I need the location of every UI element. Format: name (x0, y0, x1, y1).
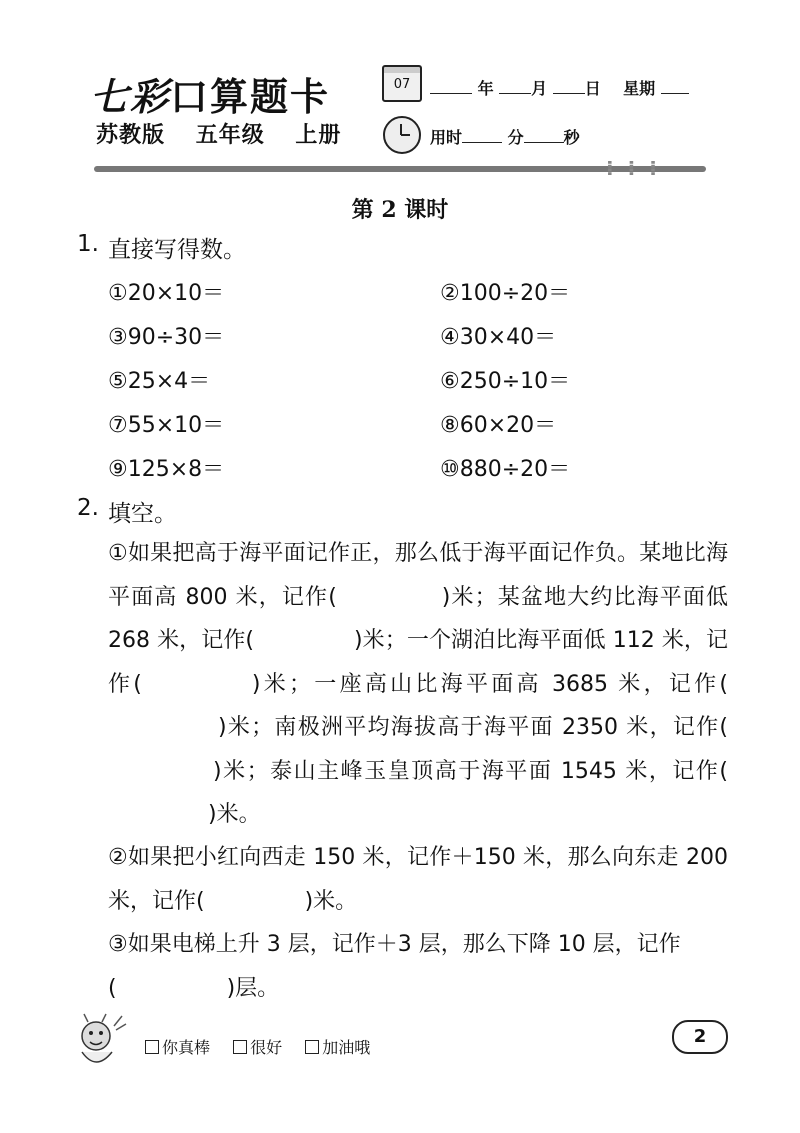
q2-number: 2. (77, 495, 99, 521)
publisher: 苏教版 (96, 123, 166, 148)
date-fields: 年 月 日 星期 (430, 76, 689, 99)
q2-title: 填空。 (108, 501, 177, 527)
q2-part2: ②如果把小红向西走 150 米，记作＋150 米，那么向东走 200 米，记作( )米。 (108, 845, 728, 914)
calc-item-3: ③90÷30＝ (108, 325, 225, 350)
clock-icon (383, 116, 421, 154)
page-number: 2 (672, 1020, 728, 1054)
checkbox-icon[interactable] (233, 1040, 247, 1054)
eval-option-good[interactable]: 很好 (233, 1038, 282, 1057)
q2-part1: ①如果把高于海平面记作正，那么低于海平面记作负。某地比海平面高 800 米，记作( )米；某盆地大约比海平面低 268 米，记作( )米；一个湖泊比海平面低 112 米，记作( )米；一座高山比海平面高 3685 米，记作()米；南极洲平均海拔高于海平面 2350 米，记作()米；泰山主峰玉皇顶高于海平面 1545 米，记作()米。 (108, 541, 728, 827)
edition-info (96, 118, 363, 149)
calc-item-10: ⑩880÷20＝ (440, 457, 571, 482)
volume: 上册 (295, 123, 342, 148)
eval-option-great[interactable]: 你真棒 (145, 1038, 210, 1057)
divider-ornament: ⁞⁞⁞ (606, 156, 671, 180)
calc-item-7: ⑦55×10＝ (108, 413, 225, 438)
mascot-icon (68, 1012, 132, 1072)
calc-item-9: ⑨125×8＝ (108, 457, 225, 482)
checkbox-icon[interactable] (305, 1040, 319, 1054)
grade: 五年级 (195, 123, 265, 148)
calc-item-4: ④30×40＝ (440, 325, 557, 350)
time-fields: 用时 分 秒 (430, 128, 580, 147)
calc-item-6: ⑥250÷10＝ (440, 369, 571, 394)
calc-item-8: ⑧60×20＝ (440, 413, 557, 438)
lesson-title: 第 2 课时 (351, 197, 449, 223)
eval-option-keep-going[interactable]: 加油哦 (305, 1038, 370, 1057)
self-evaluation (145, 1035, 388, 1058)
calc-item-5: ⑤25×4＝ (108, 369, 211, 394)
brand-logo: 七彩口算题卡 (90, 74, 331, 119)
calc-item-2: ②100÷20＝ (440, 281, 571, 306)
q1-title: 直接写得数。 (108, 237, 246, 263)
checkbox-icon[interactable] (145, 1040, 159, 1054)
calendar-icon: 07 (382, 70, 422, 102)
q2-part3: ③如果电梯上升 3 层，记作＋3 层，那么下降 10 层，记作 ( )层。 (108, 932, 681, 1001)
calc-item-1: ①20×10＝ (108, 281, 225, 306)
q1-number: 1. (77, 231, 99, 257)
